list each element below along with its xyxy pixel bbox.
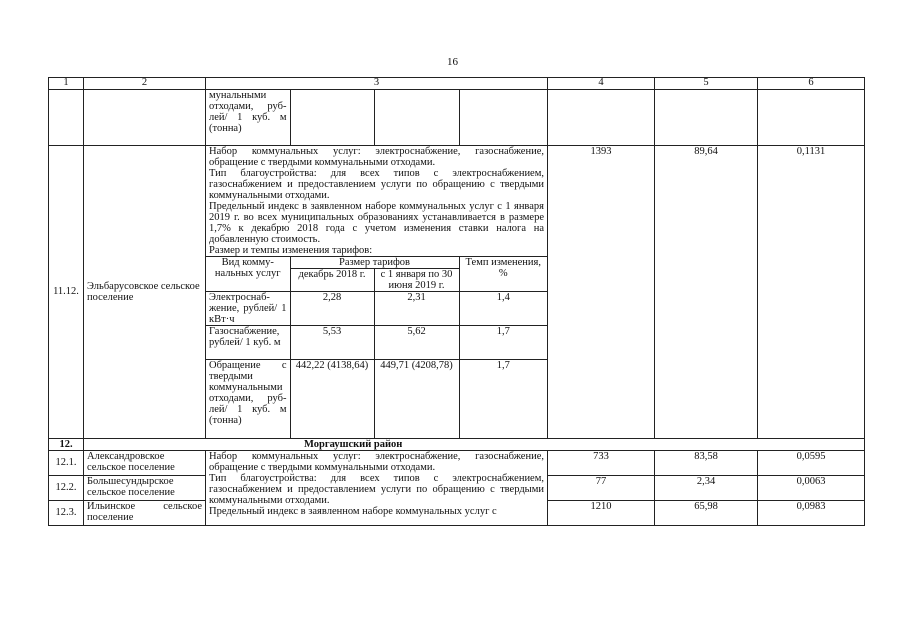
col4-value: 1393: [548, 146, 655, 439]
tariff-row: [206, 326, 547, 360]
subheader-dec: декабрь 2018 г.: [290, 269, 374, 292]
settlement-name: Ильинское сельское поселение: [84, 500, 206, 525]
col6-value: 0,0063: [758, 475, 865, 500]
description-paragraph: Тип благоустройства: для всех типов с электроснабжением, газоснабжением и предоставлением услуги по обращению с твердыми коммунальными отходами.: [209, 168, 544, 201]
description-paragraph: Тип благоустройства: для всех типов с электроснабжением, газоснабжением и предоставлением услуги по обращению с твердыми коммунальными отходами.: [209, 472, 544, 506]
section-number: 12.: [49, 438, 84, 450]
tariff-table: [48, 77, 865, 526]
description-cell: [206, 450, 548, 525]
col4-value: 1210: [548, 500, 655, 525]
tariff-jan: 449,71 (4208,78): [374, 360, 459, 438]
tariff-dec: 5,53: [290, 326, 374, 360]
col6-value: 0,0595: [758, 450, 865, 475]
col6-value: 0,1131: [758, 146, 865, 439]
header-cell: 6: [758, 78, 865, 90]
description-paragraph: Предельный индекс в заявленном наборе коммунальных услуг с 1 января 2019 г. во всех муниципальных образованиях устанавливается в размере 1,7% к декабрю 2018 года с учетом изменения ставки налога на добавленную стоимость.: [209, 201, 544, 245]
header-cell: 3: [206, 78, 548, 90]
description-paragraph: Набор коммунальных услуг: электроснабжение, газоснабжение, обращение с твердыми коммунальными отходами.: [209, 146, 544, 168]
table-row-11-12: [49, 146, 865, 439]
col5-value: 65,98: [655, 500, 758, 525]
page-number: 16: [447, 56, 458, 68]
header-cell: 5: [655, 78, 758, 90]
header-cell: 4: [548, 78, 655, 90]
description-paragraph: Предельный индекс в заявленном наборе коммунальных услуг с: [209, 505, 497, 517]
settlement-name: Александровское сельское поселение: [84, 450, 206, 475]
section-title: Моргаушский район: [84, 438, 865, 450]
header-cell: 1: [49, 78, 84, 90]
tariff-service: Обращение с твердыми коммунальными отходами, руб-лей/ 1 куб. м (тонна): [206, 360, 290, 438]
tariff-row: [206, 360, 547, 438]
col4-value: 733: [548, 450, 655, 475]
service-cell: мунальными отходами, руб-лей/ 1 куб. м (тонна): [206, 90, 290, 145]
tariff-rate: 1,4: [459, 292, 547, 326]
row-number: 12.3.: [49, 500, 84, 525]
table-row-12-1: [49, 450, 865, 475]
description-paragraph: Набор коммунальных услуг: электроснабжение, газоснабжение, обращение с твердыми коммунальными отходами.: [209, 450, 544, 473]
col5-value: 2,34: [655, 475, 758, 500]
subheader-service: Вид комму-нальных услуг: [206, 257, 290, 292]
header-cell: 2: [84, 78, 206, 90]
header-row: [49, 78, 865, 90]
subheader-rate: Темп изменения, %: [459, 257, 547, 292]
row-number: 12.2.: [49, 475, 84, 500]
tariff-dec: 2,28: [290, 292, 374, 326]
subheader-size: Размер тарифов: [290, 257, 459, 269]
settlement-name: Эльбарусовское сельское поселение: [84, 146, 206, 439]
tariff-jan: 2,31: [374, 292, 459, 326]
tariff-service: Электроснаб-жение, рублей/ 1 кВт·ч: [206, 292, 290, 326]
col4-value: 77: [548, 475, 655, 500]
tariff-jan: 5,62: [374, 326, 459, 360]
tariff-row: [206, 292, 547, 326]
tariff-subtable: [206, 256, 547, 438]
continuation-row: [49, 90, 865, 146]
col6-value: 0,0983: [758, 500, 865, 525]
row-number: 11.12.: [49, 146, 84, 439]
settlement-name: Большесундырское сельское поселение: [84, 475, 206, 500]
description-cell: [206, 146, 548, 439]
continuation-cell: [206, 90, 548, 146]
description-paragraph: Размер и темпы изменения тарифов:: [209, 245, 373, 256]
col5-value: 83,58: [655, 450, 758, 475]
tariff-rate: 1,7: [459, 326, 547, 360]
section-row: [49, 438, 865, 450]
row-number: 12.1.: [49, 450, 84, 475]
tariff-service: Газоснабжение, рублей/ 1 куб. м: [206, 326, 290, 360]
subheader-jan: с 1 января по 30 июня 2019 г.: [374, 269, 459, 292]
tariff-dec: 442,22 (4138,64): [290, 360, 374, 438]
tariff-rate: 1,7: [459, 360, 547, 438]
col5-value: 89,64: [655, 146, 758, 439]
